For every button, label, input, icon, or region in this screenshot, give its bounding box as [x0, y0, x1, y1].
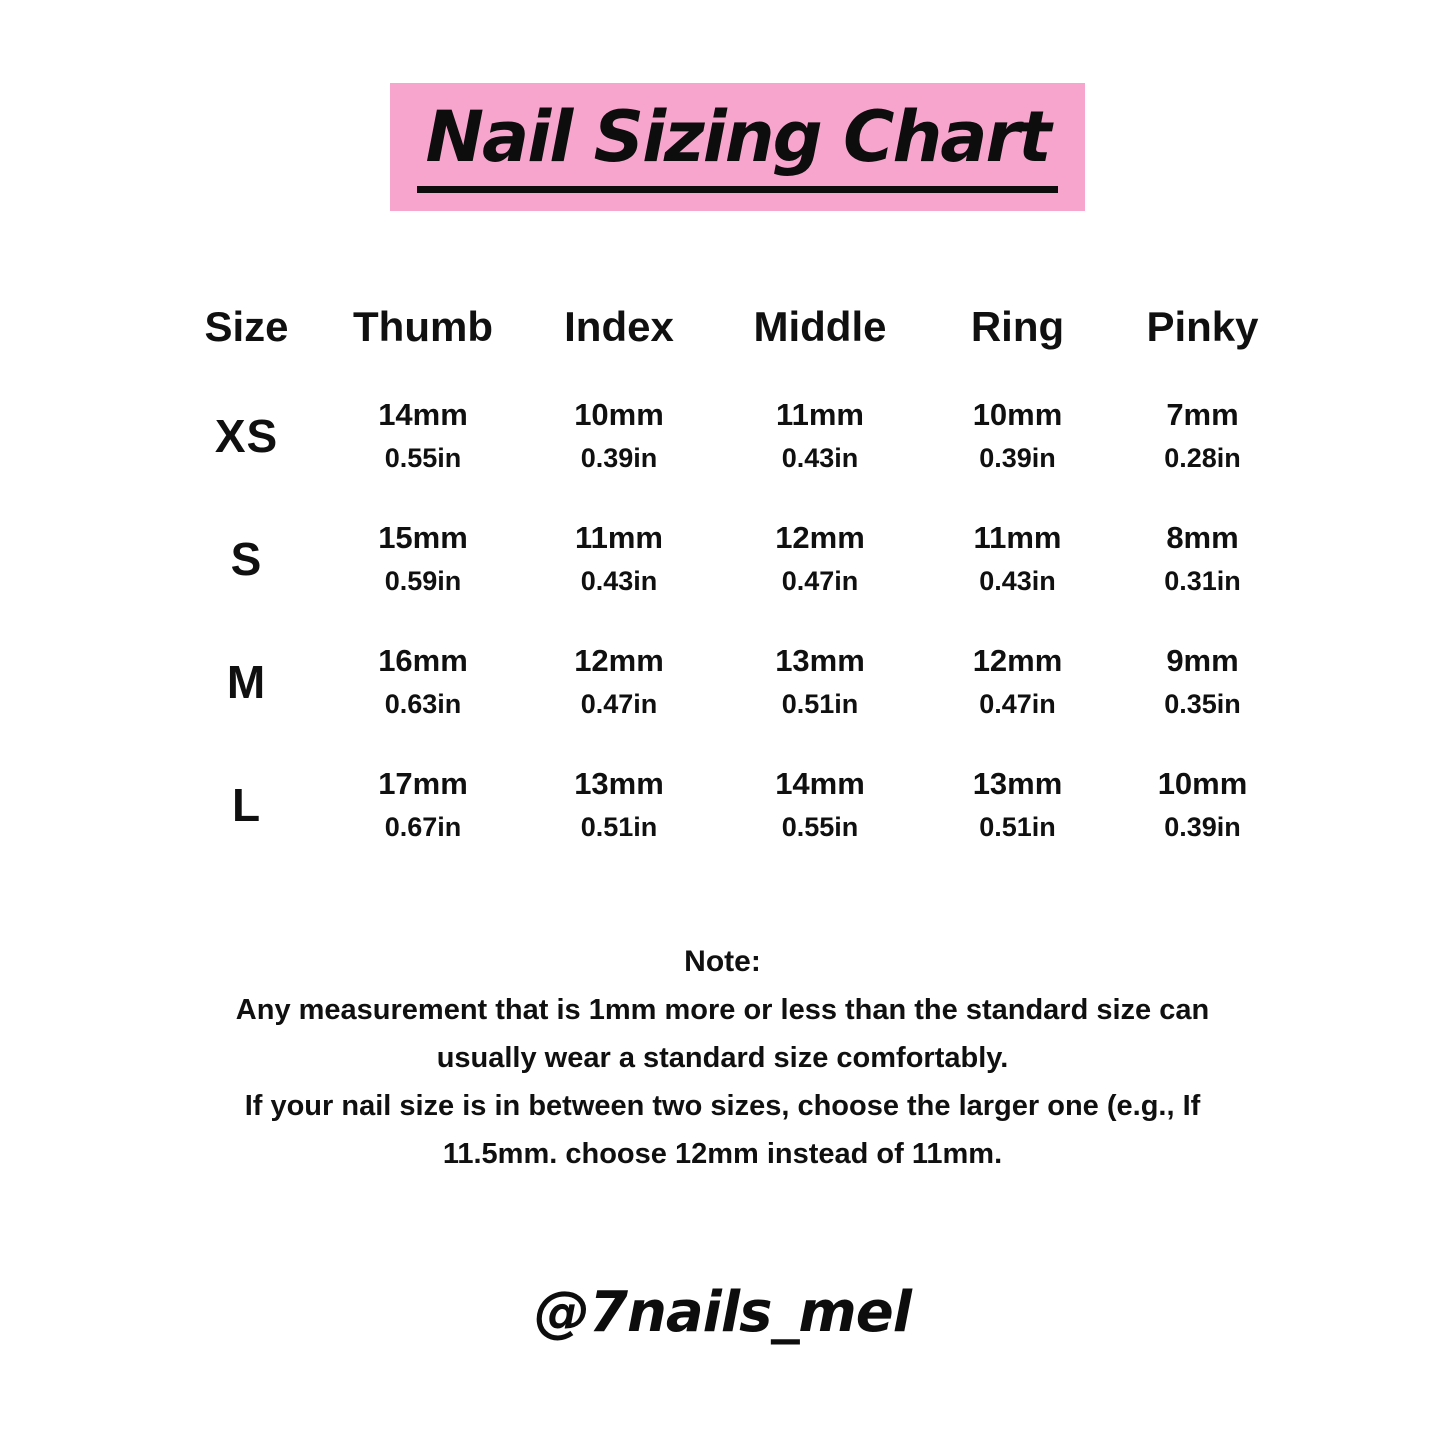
size-label-l: L [231, 778, 262, 831]
table-row-xs [165, 397, 1290, 474]
cell-l-thumb [328, 766, 518, 843]
cell-mm-value: 11mm [575, 520, 663, 555]
size-label-s: S [230, 532, 263, 585]
cell-inch-value: 0.43in [580, 566, 658, 596]
cell-mm-value: 13mm [972, 766, 1063, 801]
table-row-s [165, 520, 1290, 597]
cell-mm-value: 15mm [378, 520, 468, 555]
column-header-size: Size [204, 303, 289, 350]
table-row-l [165, 766, 1290, 843]
cell-inch-value: 0.43in [781, 443, 859, 473]
cell-xs-index [518, 397, 720, 474]
cell-mm-value: 13mm [574, 766, 664, 801]
cell-l-pinky [1115, 766, 1290, 843]
cell-mm-value: 12mm [574, 643, 664, 678]
cell-xs-pinky [1115, 397, 1290, 474]
cell-inch-value: 0.51in [979, 812, 1056, 842]
column-header-middle: Middle [753, 303, 887, 350]
size-label-m: M [226, 655, 267, 708]
column-header-index: Index [564, 303, 674, 350]
column-header-ring: Ring [970, 303, 1065, 350]
cell-mm-value: 8mm [1166, 520, 1239, 555]
cell-inch-value: 0.55in [384, 443, 462, 473]
cell-l-index [518, 766, 720, 843]
cell-inch-value: 0.59in [384, 566, 462, 596]
column-header-thumb: Thumb [353, 303, 493, 350]
cell-xs-middle [720, 397, 920, 474]
cell-m-ring [920, 643, 1115, 720]
cell-l-middle [720, 766, 920, 843]
cell-mm-value: 13mm [775, 643, 865, 678]
cell-inch-value: 0.67in [384, 812, 462, 842]
cell-inch-value: 0.47in [979, 689, 1056, 719]
cell-m-index [518, 643, 720, 720]
cell-mm-value: 14mm [775, 766, 865, 801]
note-body [185, 986, 1260, 1178]
sizing-table [165, 303, 1290, 843]
cell-xs-ring [920, 397, 1115, 474]
cell-inch-value: 0.43in [979, 566, 1056, 596]
page-title: Nail Sizing Chart [417, 102, 1057, 193]
cell-inch-value: 0.28in [1164, 443, 1241, 473]
note-line-1: Any measurement that is 1mm more or less than the standard size can usually wear a standard size comfortably. [235, 994, 1210, 1074]
note-heading: Note: [684, 945, 761, 978]
cell-s-thumb [328, 520, 518, 597]
cell-inch-value: 0.51in [580, 812, 658, 842]
cell-mm-value: 12mm [972, 643, 1063, 678]
cell-xs-thumb [328, 397, 518, 474]
cell-mm-value: 7mm [1166, 397, 1239, 432]
cell-l-ring [920, 766, 1115, 843]
cell-s-index [518, 520, 720, 597]
cell-mm-value: 11mm [776, 397, 864, 432]
cell-inch-value: 0.63in [384, 689, 462, 719]
cell-inch-value: 0.47in [781, 566, 859, 596]
size-label-xs: XS [214, 409, 279, 462]
cell-mm-value: 11mm [973, 520, 1062, 555]
cell-inch-value: 0.55in [781, 812, 859, 842]
instagram-handle: @7nails_mel [534, 1280, 911, 1345]
cell-mm-value: 17mm [378, 766, 468, 801]
cell-mm-value: 9mm [1166, 643, 1239, 678]
cell-inch-value: 0.39in [580, 443, 658, 473]
cell-s-middle [720, 520, 920, 597]
note-section [0, 938, 1445, 1178]
note-line-2: If your nail size is in between two sizes, choose the larger one (e.g., If 11.5mm. choose 12mm instead of 11mm. [244, 1090, 1201, 1170]
cell-m-thumb [328, 643, 518, 720]
cell-inch-value: 0.35in [1164, 689, 1241, 719]
cell-inch-value: 0.31in [1164, 566, 1241, 596]
cell-mm-value: 16mm [378, 643, 468, 678]
cell-s-pinky [1115, 520, 1290, 597]
cell-m-middle [720, 643, 920, 720]
cell-mm-value: 10mm [972, 397, 1063, 432]
table-header-row [165, 303, 1290, 351]
cell-inch-value: 0.39in [1164, 812, 1241, 842]
cell-inch-value: 0.47in [580, 689, 658, 719]
cell-s-ring [920, 520, 1115, 597]
cell-m-pinky [1115, 643, 1290, 720]
column-header-pinky: Pinky [1146, 303, 1259, 350]
cell-inch-value: 0.51in [781, 689, 859, 719]
cell-mm-value: 10mm [1157, 766, 1248, 801]
title-banner [390, 83, 1085, 211]
cell-mm-value: 14mm [378, 397, 468, 432]
cell-mm-value: 10mm [574, 397, 664, 432]
cell-inch-value: 0.39in [979, 443, 1056, 473]
table-row-m [165, 643, 1290, 720]
cell-mm-value: 12mm [775, 520, 865, 555]
